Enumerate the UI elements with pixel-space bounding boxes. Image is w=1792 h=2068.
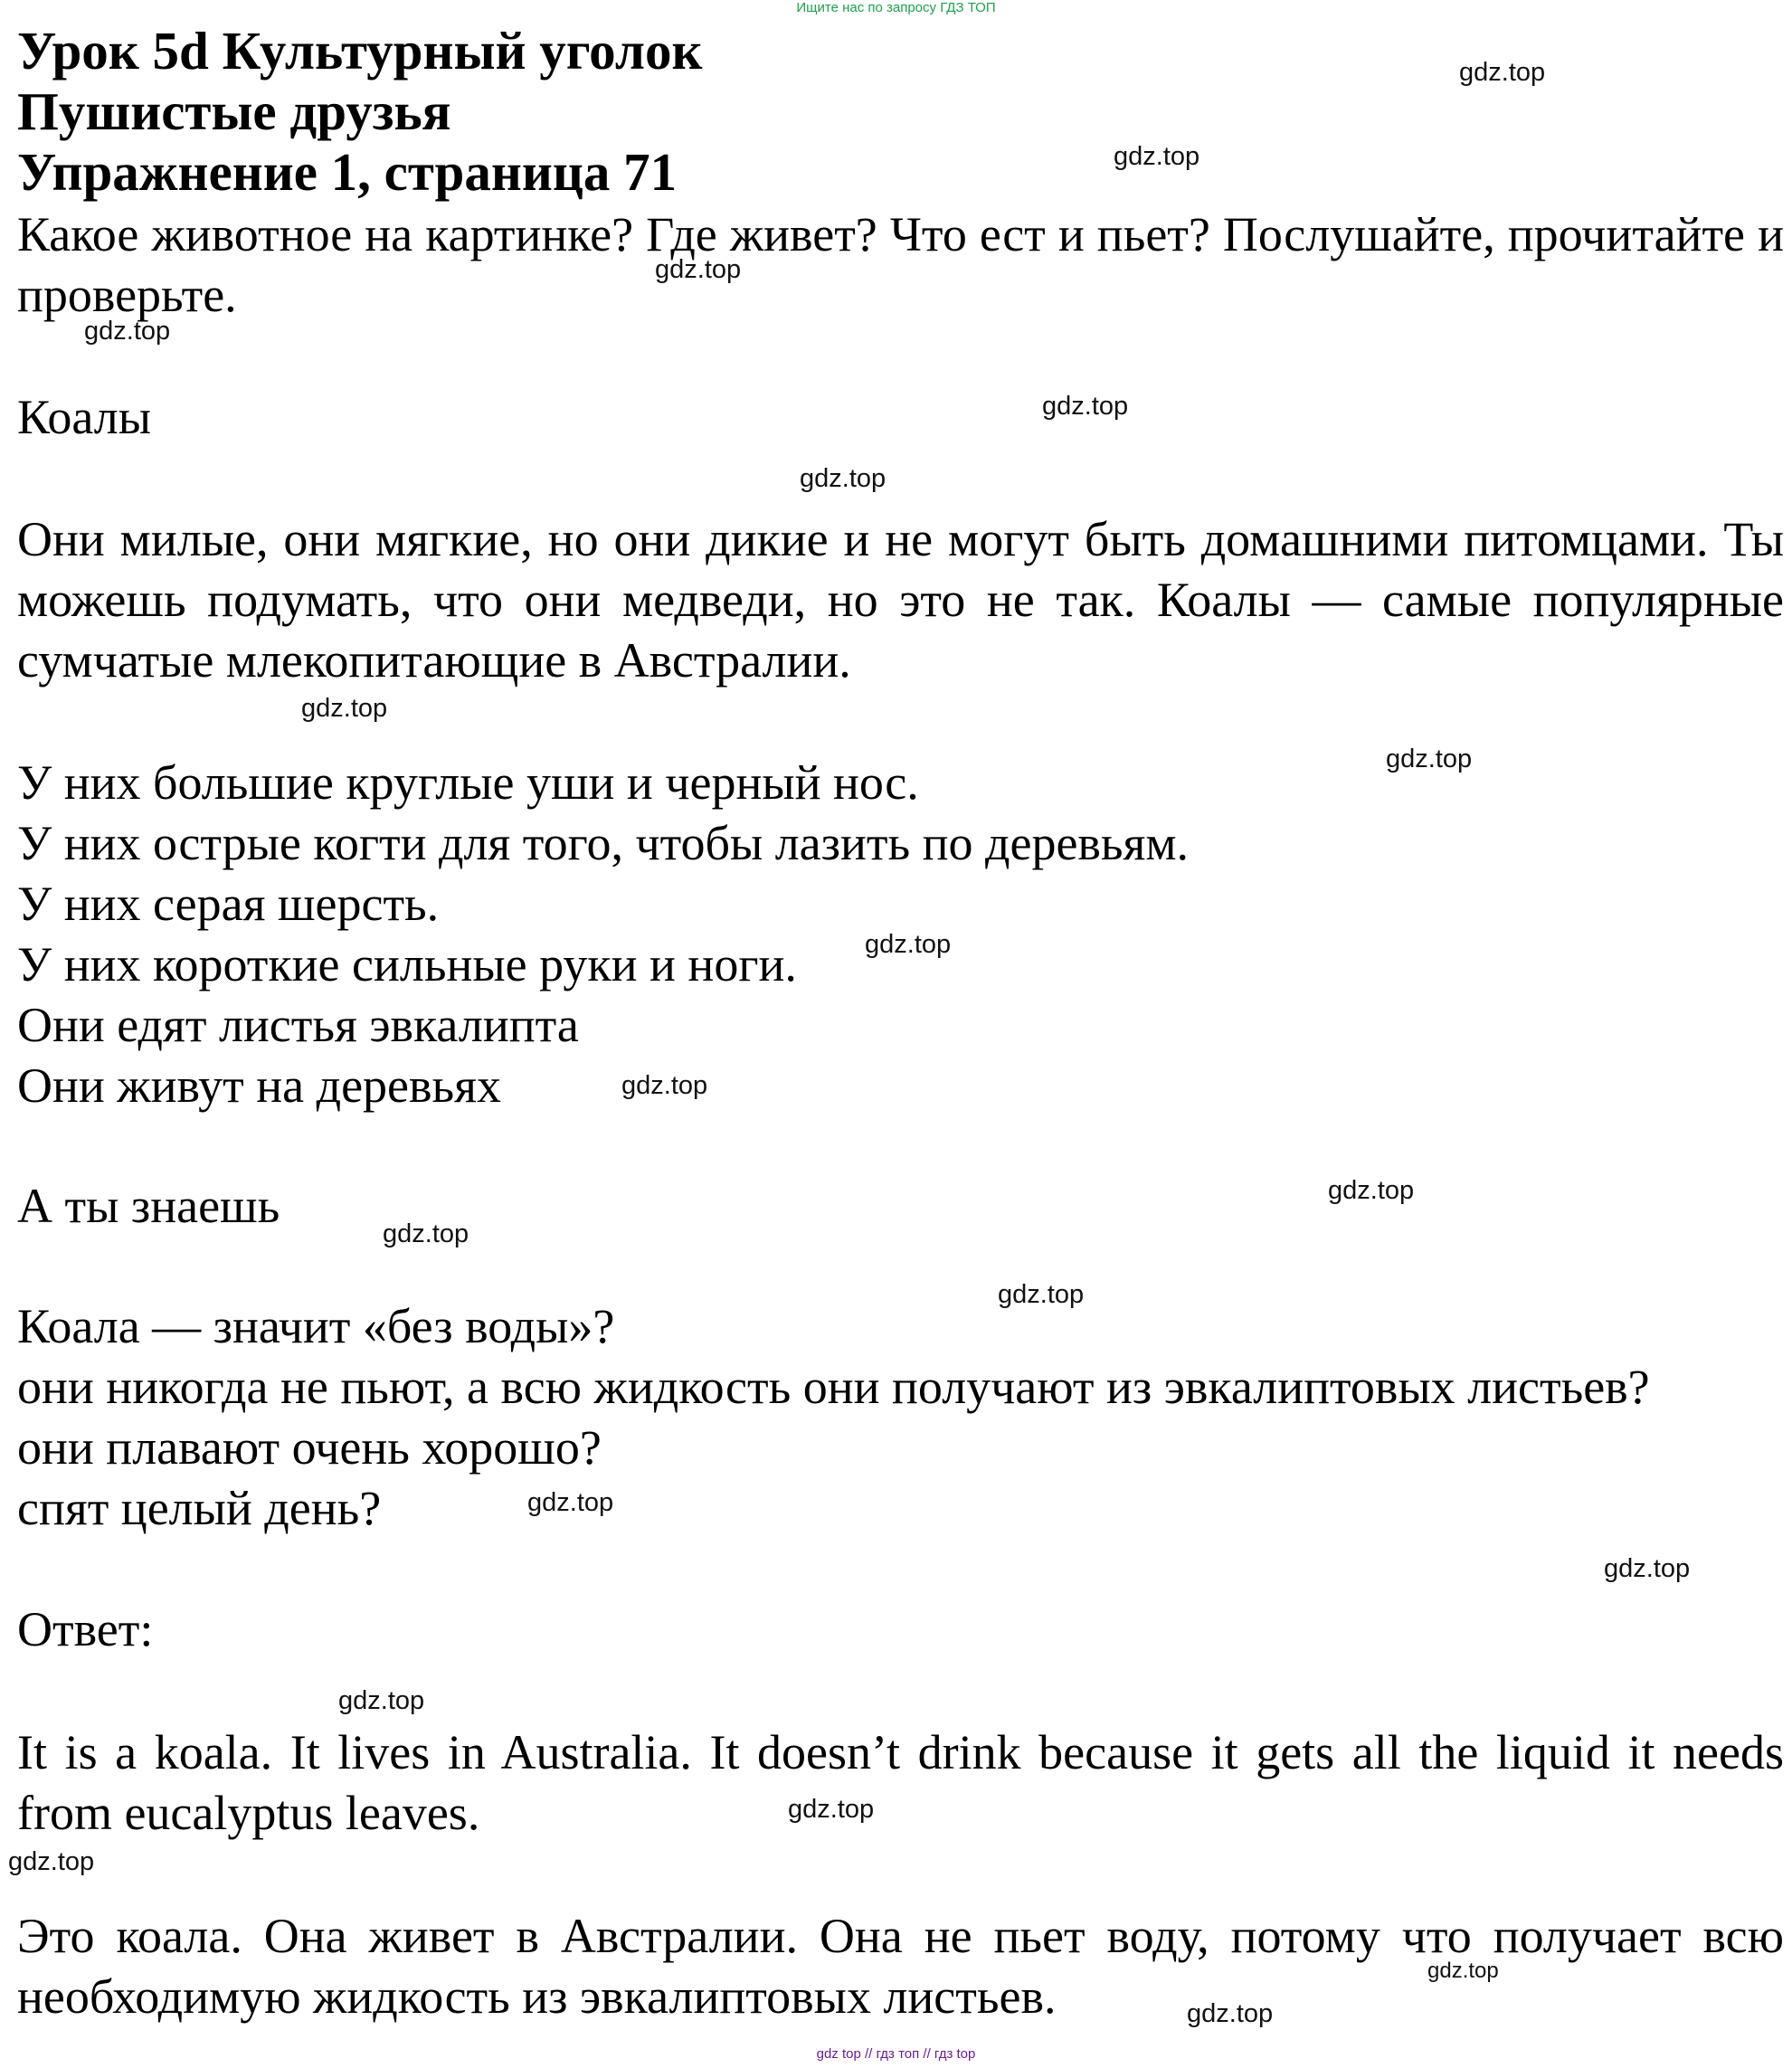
lesson-title: Урок 5d Культурный уголок (17, 21, 703, 81)
did-you-know-title: А ты знаешь (17, 1179, 280, 1233)
did-you-know-item: спят целый день? (17, 1481, 382, 1535)
task-text: Какое животное на картинке? Где живет? Что ест и пьет? Послушайте, прочитайте и проверьте. (17, 207, 1784, 322)
top-banner: Ищите нас по запросу ГДЗ ТОП (796, 0, 996, 15)
watermark: gdz.top (527, 1488, 614, 1517)
did-you-know-item: они плавают очень хорошо? (17, 1420, 602, 1475)
watermark: gdz.top (1042, 392, 1129, 421)
watermark: gdz.top (998, 1280, 1085, 1309)
watermark: gdz.top (800, 464, 887, 493)
watermark: gdz.top (84, 317, 171, 346)
fact-item: У них большие круглые уши и черный нос. (17, 755, 919, 810)
did-you-know-item: они никогда не пьют, а всю жидкость они получают из эвкалиптовых листьев? (17, 1360, 1650, 1414)
text-title: Коалы (17, 390, 151, 444)
watermark: gdz.top (1187, 1999, 1274, 2028)
watermark: gdz.top (865, 930, 952, 959)
paragraph-1: Они милые, они мягкие, но они дикие и не могут быть домашними питомцами. Ты можешь подумать, что они медведи, но это не так. Коалы — самые популярные сумчатые млекопитающие в Австралии. (17, 512, 1784, 688)
watermark: gdz.top (1604, 1554, 1691, 1583)
fact-item: Они едят листья эвкалипта (17, 998, 579, 1052)
fact-item: У них короткие сильные руки и ноги. (17, 937, 797, 991)
watermark: gdz.top (1114, 142, 1200, 171)
fact-item: У них острые когти для того, чтобы лазить по деревьям. (17, 816, 1190, 870)
exercise-title: Упражнение 1, страница 71 (17, 142, 678, 202)
answer-russian: Это коала. Она живет в Австралии. Она не пьет воду, потому что получает всю необходимую жидкость из эвкалиптовых листьев. (17, 1909, 1784, 2024)
watermark: gdz.top (655, 255, 742, 284)
footer: gdz top // гдз топ // гдз top (816, 2046, 976, 2062)
did-you-know-item: Коала — значит «без воды»? (17, 1299, 615, 1353)
fact-item: У них серая шерсть. (17, 877, 440, 931)
watermark: gdz.top (621, 1071, 708, 1100)
watermark: gdz.top (338, 1686, 425, 1715)
fact-item: Они живут на деревьях (17, 1058, 501, 1113)
watermark: gdz.top (8, 1847, 95, 1876)
watermark: gdz.top (1459, 58, 1546, 87)
topic-title: Пушистые друзья (17, 81, 451, 141)
watermark: gdz.top (1386, 745, 1473, 773)
watermark: gdz.top (1328, 1176, 1415, 1205)
watermark: gdz.top (1427, 1959, 1499, 1983)
watermark: gdz.top (301, 694, 388, 723)
watermark: gdz.top (383, 1219, 469, 1248)
answer-english: It is a koala. It lives in Australia. It doesn’t drink because it gets all the liquid it needs from eucalyptus leaves. (17, 1725, 1784, 1840)
watermark: gdz.top (788, 1795, 875, 1824)
answer-label: Ответ: (17, 1602, 154, 1656)
